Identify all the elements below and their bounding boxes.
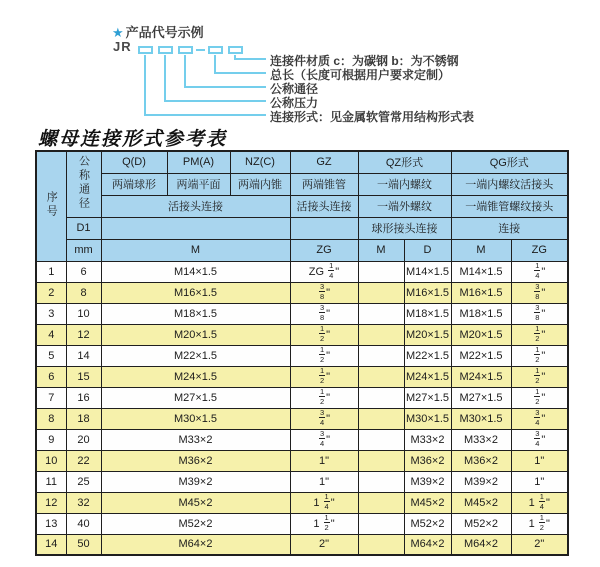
header-connection-union: 活接头连接 (101, 195, 290, 217)
cell-qz-d: M52×2 (404, 513, 451, 534)
cell-qz-m (358, 408, 404, 429)
header-unit: mm (66, 239, 101, 261)
cell-dn-mm: 6 (66, 261, 101, 282)
cell-qg-m: M36×2 (451, 450, 511, 471)
table-row (36, 534, 568, 555)
cell-qg-zg: $\frac{3}{4}$ " (511, 408, 568, 429)
cell-serial: 11 (36, 471, 66, 492)
cell-dn-mm: 32 (66, 492, 101, 513)
cell-serial: 1 (36, 261, 66, 282)
cell-gz-zg: $\frac{1}{2}$ " (290, 345, 358, 366)
star-icon: ★ (112, 25, 124, 40)
header-connection-qg: 一端锥管螺纹接头 (451, 195, 568, 217)
cell-qg-m: M64×2 (451, 534, 511, 555)
cell-dn-mm: 18 (66, 408, 101, 429)
cell-thread-m: M16×1.5 (101, 282, 290, 303)
cell-qz-m (358, 513, 404, 534)
cell-gz-zg: $\frac{3}{4}$ " (290, 429, 358, 450)
cell-qz-d: M36×2 (404, 450, 451, 471)
cell-gz-zg: ZG $\frac{1}{4}$ " (290, 261, 358, 282)
cell-qg-m: M30×1.5 (451, 408, 511, 429)
header-group-pma: PM(A) (167, 151, 230, 173)
cell-qg-zg: $\frac{3}{8}$ " (511, 303, 568, 324)
cell-gz-zg: $\frac{1}{2}$ " (290, 387, 358, 408)
cell-thread-m: M24×1.5 (101, 366, 290, 387)
cell-serial: 5 (36, 345, 66, 366)
cell-thread-m: M27×1.5 (101, 387, 290, 408)
code-box-2 (158, 46, 173, 54)
header-thread-qz-m: M (358, 239, 404, 261)
diagram-title-text: 产品代号示例 (125, 25, 204, 40)
cell-dn-mm: 12 (66, 324, 101, 345)
cell-gz-zg: 2" (290, 534, 358, 555)
cell-serial: 10 (36, 450, 66, 471)
cell-gz-zg: $\frac{1}{2}$ " (290, 366, 358, 387)
code-box-1 (138, 46, 153, 54)
table-row (36, 387, 568, 408)
cell-gz-zg: $\frac{1}{2}$ " (290, 324, 358, 345)
cell-gz-zg: $\frac{3}{8}$ " (290, 303, 358, 324)
cell-serial: 14 (36, 534, 66, 555)
cell-dn-mm: 15 (66, 366, 101, 387)
cell-dn-mm: 10 (66, 303, 101, 324)
table-row (36, 450, 568, 471)
product-code-prefix: JR (113, 39, 132, 54)
header-connection2-qg: 连接 (451, 217, 568, 239)
cell-dn-mm: 8 (66, 282, 101, 303)
cell-serial: 9 (36, 429, 66, 450)
cell-qg-m: M18×1.5 (451, 303, 511, 324)
table-row (36, 324, 568, 345)
cell-dn-mm: 14 (66, 345, 101, 366)
cell-qg-m: M24×1.5 (451, 366, 511, 387)
cell-qz-m (358, 303, 404, 324)
label-connector-material: 连接件材质 c：为碳钢 b：为不锈钢 (270, 54, 459, 68)
cell-thread-m: M30×1.5 (101, 408, 290, 429)
header-endtype-qd: 两端球形 (101, 173, 167, 195)
cell-serial: 12 (36, 492, 66, 513)
table-row (36, 345, 568, 366)
code-dash (196, 49, 205, 51)
cell-thread-m: M45×2 (101, 492, 290, 513)
cell-qg-m: M20×1.5 (451, 324, 511, 345)
cell-qz-m (358, 345, 404, 366)
cell-serial: 4 (36, 324, 66, 345)
cell-qz-d: M22×1.5 (404, 345, 451, 366)
table-body (36, 261, 568, 555)
cell-gz-zg: 1" (290, 450, 358, 471)
cell-qg-zg: $\frac{1}{4}$ " (511, 261, 568, 282)
cell-qg-m: M39×2 (451, 471, 511, 492)
header-blank-gz (290, 217, 358, 239)
cell-qz-d: M45×2 (404, 492, 451, 513)
cell-qz-m (358, 387, 404, 408)
code-box-4 (208, 46, 223, 54)
cell-qg-m: M14×1.5 (451, 261, 511, 282)
table-row (36, 261, 568, 282)
cell-qz-d: M16×1.5 (404, 282, 451, 303)
cell-qg-m: M52×2 (451, 513, 511, 534)
cell-qz-d: M30×1.5 (404, 408, 451, 429)
header-blank-left (101, 217, 290, 239)
table-row (36, 429, 568, 450)
cell-qg-m: M33×2 (451, 429, 511, 450)
cell-qz-d: M24×1.5 (404, 366, 451, 387)
cell-qg-zg: 1 $\frac{1}{2}$ " (511, 513, 568, 534)
header-group-qd: Q(D) (101, 151, 167, 173)
cell-qz-d: M18×1.5 (404, 303, 451, 324)
header-thread-m: M (101, 239, 290, 261)
cell-thread-m: M20×1.5 (101, 324, 290, 345)
label-connection-form: 连接形式：见金属软管常用结构形式表 (270, 110, 475, 124)
table-row (36, 471, 568, 492)
cell-dn-mm: 50 (66, 534, 101, 555)
cell-serial: 6 (36, 366, 66, 387)
table-row (36, 513, 568, 534)
label-total-length: 总长（长度可根据用户要求定制） (270, 68, 451, 82)
cell-thread-m: M22×1.5 (101, 345, 290, 366)
header-thread-qg-m: M (451, 239, 511, 261)
cell-qg-zg: 1 $\frac{1}{4}$ " (511, 492, 568, 513)
table-row (36, 282, 568, 303)
cell-qz-d: M14×1.5 (404, 261, 451, 282)
header-connection-gz: 活接头连接 (290, 195, 358, 217)
header-d1: D1 (66, 217, 101, 239)
cell-dn-mm: 40 (66, 513, 101, 534)
cell-qg-m: M22×1.5 (451, 345, 511, 366)
cell-qg-m: M45×2 (451, 492, 511, 513)
cell-qg-zg: $\frac{3}{4}$ " (511, 429, 568, 450)
header-connection-qz: 一端外螺纹 (358, 195, 451, 217)
cell-thread-m: M39×2 (101, 471, 290, 492)
cell-serial: 2 (36, 282, 66, 303)
cell-qz-m (358, 324, 404, 345)
cell-qg-zg: $\frac{1}{2}$ " (511, 324, 568, 345)
table-row (36, 492, 568, 513)
cell-serial: 7 (36, 387, 66, 408)
cell-qg-zg: $\frac{1}{2}$ " (511, 366, 568, 387)
header-group-gz: GZ (290, 151, 358, 173)
table-row (36, 408, 568, 429)
cell-dn-mm: 22 (66, 450, 101, 471)
cell-gz-zg: $\frac{3}{4}$ " (290, 408, 358, 429)
cell-thread-m: M18×1.5 (101, 303, 290, 324)
header-thread-qg-zg: ZG (511, 239, 568, 261)
cell-qz-m (358, 261, 404, 282)
table-row (36, 366, 568, 387)
cell-qz-m (358, 471, 404, 492)
cell-serial: 3 (36, 303, 66, 324)
cell-thread-m: M64×2 (101, 534, 290, 555)
cell-qz-d: M33×2 (404, 429, 451, 450)
cell-qg-m: M16×1.5 (451, 282, 511, 303)
header-endtype-gz: 两端锥管 (290, 173, 358, 195)
nut-connection-table (35, 150, 569, 556)
cell-gz-zg: 1" (290, 471, 358, 492)
table-title: 螺母连接形式参考表 (38, 128, 228, 150)
connector-line-form (144, 55, 266, 116)
cell-qg-zg: 2" (511, 534, 568, 555)
cell-gz-zg: $\frac{3}{8}$ " (290, 282, 358, 303)
header-endtype-pma: 两端平面 (167, 173, 230, 195)
header-group-qg: QG形式 (451, 151, 568, 173)
header-group-qz: QZ形式 (358, 151, 451, 173)
cell-qz-d: M39×2 (404, 471, 451, 492)
header-thread-zg: ZG (290, 239, 358, 261)
cell-qz-m (358, 534, 404, 555)
cell-qz-d: M27×1.5 (404, 387, 451, 408)
cell-qg-zg: 1" (511, 450, 568, 471)
cell-thread-m: M33×2 (101, 429, 290, 450)
cell-thread-m: M14×1.5 (101, 261, 290, 282)
header-endtype-qz: 一端内螺纹 (358, 173, 451, 195)
cell-qg-zg: 1" (511, 471, 568, 492)
header-endtype-nzc: 两端内锥 (230, 173, 290, 195)
cell-serial: 8 (36, 408, 66, 429)
header-thread-qz-d: D (404, 239, 451, 261)
cell-qg-zg: $\frac{3}{8}$ " (511, 282, 568, 303)
table-row (36, 303, 568, 324)
cell-qz-d: M64×2 (404, 534, 451, 555)
cell-gz-zg: 1 $\frac{1}{2}$ " (290, 513, 358, 534)
label-nominal-pressure: 公称压力 (270, 96, 319, 110)
code-box-3 (178, 46, 193, 54)
cell-qz-m (358, 282, 404, 303)
cell-qz-m (358, 429, 404, 450)
cell-qg-zg: $\frac{1}{2}$ " (511, 345, 568, 366)
code-box-5 (228, 46, 243, 54)
header-group-nzc: NZ(C) (230, 151, 290, 173)
cell-dn-mm: 20 (66, 429, 101, 450)
header-nominal-diameter: 公称通径 (66, 151, 101, 217)
cell-gz-zg: 1 $\frac{1}{4}$ " (290, 492, 358, 513)
cell-serial: 13 (36, 513, 66, 534)
header-connection2-qz: 球形接头连接 (358, 217, 451, 239)
table-header (36, 151, 568, 261)
cell-qz-m (358, 492, 404, 513)
label-nominal-diameter: 公称通径 (270, 82, 319, 96)
cell-dn-mm: 16 (66, 387, 101, 408)
cell-thread-m: M52×2 (101, 513, 290, 534)
cell-dn-mm: 25 (66, 471, 101, 492)
cell-qz-m (358, 450, 404, 471)
cell-qg-m: M27×1.5 (451, 387, 511, 408)
header-serial: 序号 (36, 151, 66, 261)
cell-qz-d: M20×1.5 (404, 324, 451, 345)
cell-qg-zg: $\frac{1}{2}$ " (511, 387, 568, 408)
cell-thread-m: M36×2 (101, 450, 290, 471)
header-endtype-qg: 一端内螺纹活接头 (451, 173, 568, 195)
cell-qz-m (358, 366, 404, 387)
